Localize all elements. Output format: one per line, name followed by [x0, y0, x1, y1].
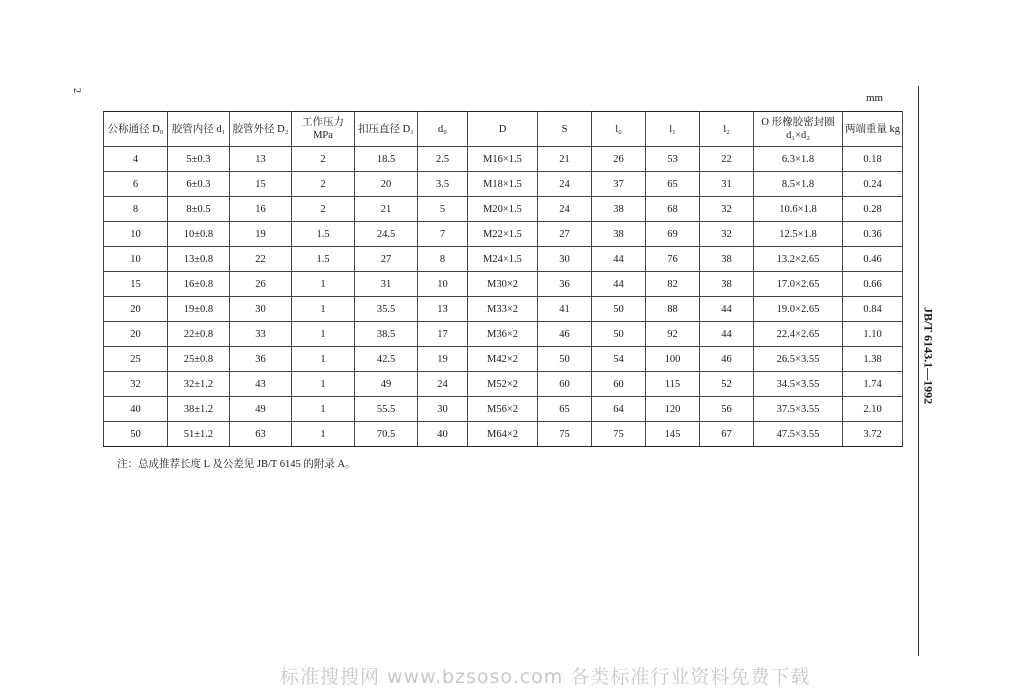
table-row [104, 222, 903, 247]
table-cell: 0.46 [843, 247, 903, 272]
table-cell: 100 [646, 347, 700, 372]
table-cell: M56×2 [468, 397, 538, 422]
table-row [104, 397, 903, 422]
table-row [104, 197, 903, 222]
column-header: 两端重量 kg [843, 112, 903, 147]
table-cell: M64×2 [468, 422, 538, 447]
table-cell: 32 [104, 372, 168, 397]
table-cell: M36×2 [468, 322, 538, 347]
table-cell: 145 [646, 422, 700, 447]
table-cell: 38±1.2 [168, 397, 230, 422]
standard-code: JB/T 6143.1—1992 [921, 306, 936, 405]
table-cell: 31 [700, 172, 754, 197]
table-cell: 26.5×3.55 [754, 347, 843, 372]
table-cell: 0.66 [843, 272, 903, 297]
table-cell: 15 [104, 272, 168, 297]
table-cell: 50 [538, 347, 592, 372]
table-cell: 27 [355, 247, 418, 272]
table-cell: 30 [418, 397, 468, 422]
table-cell: 2 [292, 197, 355, 222]
column-header: 胶管外径 D₂ [230, 112, 292, 147]
table-cell: M20×1.5 [468, 197, 538, 222]
column-header: 工作压力 MPa [292, 112, 355, 147]
table-row [104, 347, 903, 372]
table-cell: 3.72 [843, 422, 903, 447]
table-cell: 26 [230, 272, 292, 297]
table-cell: M33×2 [468, 297, 538, 322]
table-cell: 1 [292, 372, 355, 397]
table-cell: 51±1.2 [168, 422, 230, 447]
table-cell: 1.10 [843, 322, 903, 347]
table-cell: 44 [592, 272, 646, 297]
table-cell: 19 [418, 347, 468, 372]
table-cell: 60 [538, 372, 592, 397]
table-cell: 8±0.5 [168, 197, 230, 222]
table-cell: 20 [104, 322, 168, 347]
table-cell: 32±1.2 [168, 372, 230, 397]
table-cell: 76 [646, 247, 700, 272]
column-header: O 形橡胶密封圈 d₁×d₂ [754, 112, 843, 147]
table-cell: 36 [538, 272, 592, 297]
table-cell: 2 [292, 172, 355, 197]
table-cell: 22±0.8 [168, 322, 230, 347]
table-cell: 32 [700, 197, 754, 222]
column-header: l₁ [646, 112, 700, 147]
table-cell: 92 [646, 322, 700, 347]
table-row [104, 147, 903, 172]
table-cell: 3.5 [418, 172, 468, 197]
table-cell: 37.5×3.55 [754, 397, 843, 422]
table-cell: 67 [700, 422, 754, 447]
table-cell: 38.5 [355, 322, 418, 347]
table-cell: 17 [418, 322, 468, 347]
page-number: 2 [71, 88, 82, 93]
table-cell: 40 [418, 422, 468, 447]
table-cell: 38 [592, 197, 646, 222]
table-cell: 68 [646, 197, 700, 222]
table-cell: 2.5 [418, 147, 468, 172]
column-header: l₀ [592, 112, 646, 147]
table-cell: 69 [646, 222, 700, 247]
table-cell: 44 [700, 297, 754, 322]
column-header: S [538, 112, 592, 147]
table-cell: 63 [230, 422, 292, 447]
table-cell: 33 [230, 322, 292, 347]
table-row [104, 322, 903, 347]
table-row [104, 372, 903, 397]
table-cell: 20 [104, 297, 168, 322]
table-cell: 1 [292, 322, 355, 347]
table-cell: 42.5 [355, 347, 418, 372]
table-cell: 22.4×2.65 [754, 322, 843, 347]
table-cell: 75 [592, 422, 646, 447]
table-cell: 43 [230, 372, 292, 397]
table-cell: 25±0.8 [168, 347, 230, 372]
table-cell: M52×2 [468, 372, 538, 397]
table-cell: 13.2×2.65 [754, 247, 843, 272]
table-cell: 49 [355, 372, 418, 397]
table-cell: 41 [538, 297, 592, 322]
table-cell: 88 [646, 297, 700, 322]
table-body [104, 147, 903, 447]
table-cell: 20 [355, 172, 418, 197]
table-cell: 36 [230, 347, 292, 372]
table-cell: 30 [230, 297, 292, 322]
table-cell: 50 [592, 297, 646, 322]
table-cell: 16±0.8 [168, 272, 230, 297]
table-cell: 46 [700, 347, 754, 372]
table-cell: 1.5 [292, 222, 355, 247]
table-header-row [104, 112, 903, 147]
column-header: 扣压直径 D₁ [355, 112, 418, 147]
table-row [104, 272, 903, 297]
table-cell: 7 [418, 222, 468, 247]
table-row [104, 422, 903, 447]
table-cell: 10 [418, 272, 468, 297]
table-cell: 120 [646, 397, 700, 422]
table-cell: 82 [646, 272, 700, 297]
table-cell: 1.74 [843, 372, 903, 397]
table-cell: 1 [292, 272, 355, 297]
table-row [104, 297, 903, 322]
table-cell: 49 [230, 397, 292, 422]
table-note: 注：总成推荐长度 L 及公差见 JB/T 6145 的附录 A。 [117, 459, 356, 470]
table-cell: 37 [592, 172, 646, 197]
table-cell: 1 [292, 422, 355, 447]
table-cell: 1 [292, 297, 355, 322]
table-cell: 65 [538, 397, 592, 422]
table-cell: 0.28 [843, 197, 903, 222]
table-cell: 40 [104, 397, 168, 422]
table-cell: 53 [646, 147, 700, 172]
table-cell: 1.5 [292, 247, 355, 272]
table-cell: 6 [104, 172, 168, 197]
column-header: 胶管内径 d₁ [168, 112, 230, 147]
table-cell: 19.0×2.65 [754, 297, 843, 322]
table-cell: 70.5 [355, 422, 418, 447]
table-cell: 64 [592, 397, 646, 422]
table-cell: 1 [292, 397, 355, 422]
table-cell: 6.3×1.8 [754, 147, 843, 172]
table-row [104, 247, 903, 272]
table-cell: 30 [538, 247, 592, 272]
table-cell: M24×1.5 [468, 247, 538, 272]
table-cell: 38 [700, 247, 754, 272]
table-cell: 31 [355, 272, 418, 297]
table-cell: 24 [538, 172, 592, 197]
table-cell: M42×2 [468, 347, 538, 372]
table-cell: 60 [592, 372, 646, 397]
site-watermark: 标准搜搜网 www.bzsoso.com 各类标准行业资料免费下载 [280, 666, 811, 688]
spec-table [103, 111, 903, 447]
table-cell: 47.5×3.55 [754, 422, 843, 447]
table-cell: 2.10 [843, 397, 903, 422]
table-cell: 0.84 [843, 297, 903, 322]
table-cell: 13 [418, 297, 468, 322]
table-cell: 1.38 [843, 347, 903, 372]
table-cell: 54 [592, 347, 646, 372]
table-cell: 50 [592, 322, 646, 347]
table-cell: 0.18 [843, 147, 903, 172]
table-cell: 8 [104, 197, 168, 222]
table-cell: 1 [292, 347, 355, 372]
table-cell: 13 [230, 147, 292, 172]
table-cell: 13±0.8 [168, 247, 230, 272]
table-cell: 56 [700, 397, 754, 422]
table-cell: 24 [538, 197, 592, 222]
table-cell: 44 [592, 247, 646, 272]
table-cell: 46 [538, 322, 592, 347]
table-cell: 21 [538, 147, 592, 172]
table-cell: 5 [418, 197, 468, 222]
table-cell: 21 [355, 197, 418, 222]
table-cell: M18×1.5 [468, 172, 538, 197]
table-cell: 65 [646, 172, 700, 197]
table-cell: 27 [538, 222, 592, 247]
table-cell: 0.24 [843, 172, 903, 197]
table-cell: 35.5 [355, 297, 418, 322]
table-cell: 18.5 [355, 147, 418, 172]
table-cell: 5±0.3 [168, 147, 230, 172]
table-cell: 2 [292, 147, 355, 172]
margin-rule [918, 86, 919, 656]
table-cell: 8 [418, 247, 468, 272]
table-cell: 26 [592, 147, 646, 172]
table-cell: 44 [700, 322, 754, 347]
column-header: d₀ [418, 112, 468, 147]
table-cell: 25 [104, 347, 168, 372]
table-cell: 75 [538, 422, 592, 447]
table-cell: 22 [700, 147, 754, 172]
table-cell: 10 [104, 247, 168, 272]
table-cell: 19±0.8 [168, 297, 230, 322]
column-header: D [468, 112, 538, 147]
table-cell: 50 [104, 422, 168, 447]
table-cell: 52 [700, 372, 754, 397]
table-cell: 55.5 [355, 397, 418, 422]
table-cell: 38 [592, 222, 646, 247]
column-header: l₂ [700, 112, 754, 147]
table-cell: 17.0×2.65 [754, 272, 843, 297]
table-cell: M22×1.5 [468, 222, 538, 247]
table-cell: 24 [418, 372, 468, 397]
table-cell: 6±0.3 [168, 172, 230, 197]
table-cell: 15 [230, 172, 292, 197]
unit-label: mm [866, 92, 884, 104]
table-cell: M30×2 [468, 272, 538, 297]
table-cell: 19 [230, 222, 292, 247]
table-cell: 32 [700, 222, 754, 247]
table-cell: 16 [230, 197, 292, 222]
table-cell: 10.6×1.8 [754, 197, 843, 222]
table-cell: M16×1.5 [468, 147, 538, 172]
column-header: 公称通径 D₀ [104, 112, 168, 147]
table-row [104, 172, 903, 197]
table-cell: 10 [104, 222, 168, 247]
table-cell: 38 [700, 272, 754, 297]
table-cell: 115 [646, 372, 700, 397]
table-cell: 8.5×1.8 [754, 172, 843, 197]
table-cell: 4 [104, 147, 168, 172]
table-cell: 12.5×1.8 [754, 222, 843, 247]
table-cell: 22 [230, 247, 292, 272]
table-cell: 10±0.8 [168, 222, 230, 247]
table-cell: 24.5 [355, 222, 418, 247]
table-cell: 34.5×3.55 [754, 372, 843, 397]
table-cell: 0.36 [843, 222, 903, 247]
